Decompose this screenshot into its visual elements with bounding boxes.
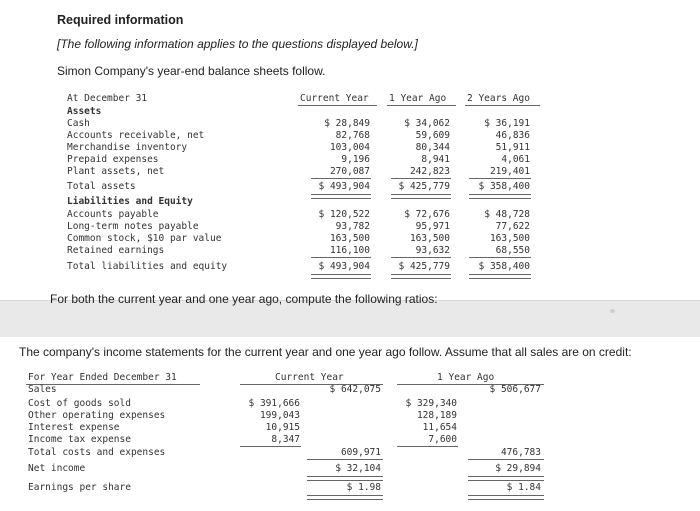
sales-label: Sales [28,384,57,395]
sales-one-ago: $ 506,677 [489,384,541,395]
bs-header-one-ago: 1 Year Ago [389,93,447,104]
asset-one-ago: $ 34,062 [404,118,450,129]
net-income-one-ago: $ 29,894 [495,463,541,474]
total-costs-current: 609,971 [340,447,381,458]
liability-two-ago: 77,622 [495,221,530,232]
asset-one-ago: 8,941 [421,154,450,165]
eps-double-rule [468,495,544,500]
bs-header-underline [298,105,377,106]
asset-current: 103,004 [329,142,370,153]
expense-row-label: Interest expense [28,422,120,433]
liability-one-ago: 93,632 [415,245,450,256]
subtotal-rule [468,459,544,460]
liability-two-ago: $ 48,728 [484,209,530,220]
total-assets-current: $ 493,904 [318,181,370,192]
asset-row-label: Prepaid expenses [67,154,159,165]
asset-row-label: Merchandise inventory [67,142,188,153]
bs-header-two-ago: 2 Years Ago [467,93,530,104]
total-double-rule [469,274,531,279]
asset-current: 270,087 [329,166,370,177]
expense-current: 8,347 [271,434,300,445]
required-information-heading: Required information [57,13,184,27]
liability-current: 93,782 [335,221,370,232]
liability-one-ago: 163,500 [409,233,450,244]
bs-header-underline [465,105,540,106]
expense-one-ago: 128,189 [416,410,457,421]
asset-one-ago: 242,823 [409,166,450,177]
income-statement-intro: The company's income statements for the current year and one year ago follow. Assume that all sales are on credit: [19,345,632,359]
net-income-double-rule [468,476,544,481]
asset-current: 82,768 [335,130,370,141]
asset-row-label: Plant assets, net [67,166,165,177]
bs-header-underline [387,105,456,106]
asset-two-ago: 46,836 [495,130,530,141]
liability-current: $ 120,522 [318,209,370,220]
expense-row-label: Income tax expense [28,434,131,445]
subtotal-rule [391,257,451,258]
eps-one-ago: $ 1.84 [506,482,541,493]
eps-label: Earnings per share [28,482,131,493]
is-header-current: Current Year [275,372,344,383]
info-note: [The following information applies to the questions displayed below.] [57,37,418,51]
liability-current: 116,100 [329,245,370,256]
asset-row-label: Accounts receivable, net [67,130,205,141]
expense-one-ago: 7,600 [428,434,457,445]
bs-header-current: Current Year [300,93,369,104]
asset-row-label: Cash [67,118,90,129]
total-double-rule [469,194,531,199]
income-statement-panel [0,337,700,511]
total-costs-label: Total costs and expenses [28,447,166,458]
expense-current: $ 391,666 [248,398,300,409]
net-income-label: Net income [28,463,86,474]
liability-row-label: Common stock, $10 par value [67,233,222,244]
liability-two-ago: 68,550 [495,245,530,256]
expense-one-ago: $ 329,340 [405,398,457,409]
asset-two-ago: $ 36,191 [484,118,530,129]
expense-current: 199,043 [259,410,300,421]
asset-current: 9,196 [341,154,370,165]
liability-row-label: Retained earnings [67,245,165,256]
liability-one-ago: $ 72,676 [404,209,450,220]
expense-current: 10,915 [265,422,300,433]
total-costs-one-ago: 476,783 [500,447,541,458]
asset-one-ago: 59,609 [415,130,450,141]
eps-double-rule [307,495,383,500]
expense-subtotal-rule [397,446,458,447]
expense-row-label: Other operating expenses [28,410,166,421]
total-double-rule [311,274,371,279]
balance-sheet-lead: Simon Company's year-end balance sheets follow. [57,64,326,78]
net-income-double-rule [307,476,383,481]
total-liabilities-label: Total liabilities and equity [67,261,228,272]
eps-current: $ 1.98 [346,482,381,493]
total-assets-one-ago: $ 425,779 [398,181,450,192]
subtotal-rule [391,178,451,179]
total-assets-label: Total assets [67,181,136,192]
subtotal-rule [311,178,371,179]
asset-one-ago: 80,344 [415,142,450,153]
expense-subtotal-rule [240,446,301,447]
total-double-rule [311,194,371,199]
liability-row-label: Accounts payable [67,209,159,220]
total-double-rule [391,274,451,279]
subtotal-rule [307,459,383,460]
liability-two-ago: 163,500 [489,233,530,244]
asset-two-ago: 51,911 [495,142,530,153]
liability-row-label: Long-term notes payable [67,221,199,232]
total-liabilities-two-ago: $ 358,400 [478,261,530,272]
asset-two-ago: 4,061 [501,154,530,165]
assets-heading: Assets [67,106,102,117]
liability-current: 163,500 [329,233,370,244]
liability-one-ago: 95,971 [415,221,450,232]
net-income-current: $ 32,104 [335,463,381,474]
subtotal-rule [469,178,531,179]
asset-current: $ 28,849 [324,118,370,129]
liabilities-heading: Liabilities and Equity [67,196,193,207]
bs-header-label: At December 31 [67,93,148,104]
is-header-label: For Year Ended December 31 [28,372,177,383]
asset-two-ago: 219,401 [489,166,530,177]
expense-one-ago: 11,654 [422,422,457,433]
subtotal-rule [311,257,371,258]
subtotal-rule [469,257,531,258]
total-liabilities-current: $ 493,904 [318,261,370,272]
sales-current: $ 642,075 [329,384,381,395]
expense-row-label: Cost of goods sold [28,398,131,409]
ratios-prompt: For both the current year and one year ago, compute the following ratios: [50,292,438,306]
decorative-dot [610,309,615,313]
total-assets-two-ago: $ 358,400 [478,181,530,192]
total-double-rule [391,194,451,199]
total-liabilities-one-ago: $ 425,779 [398,261,450,272]
is-header-one-ago: 1 Year Ago [437,372,495,383]
